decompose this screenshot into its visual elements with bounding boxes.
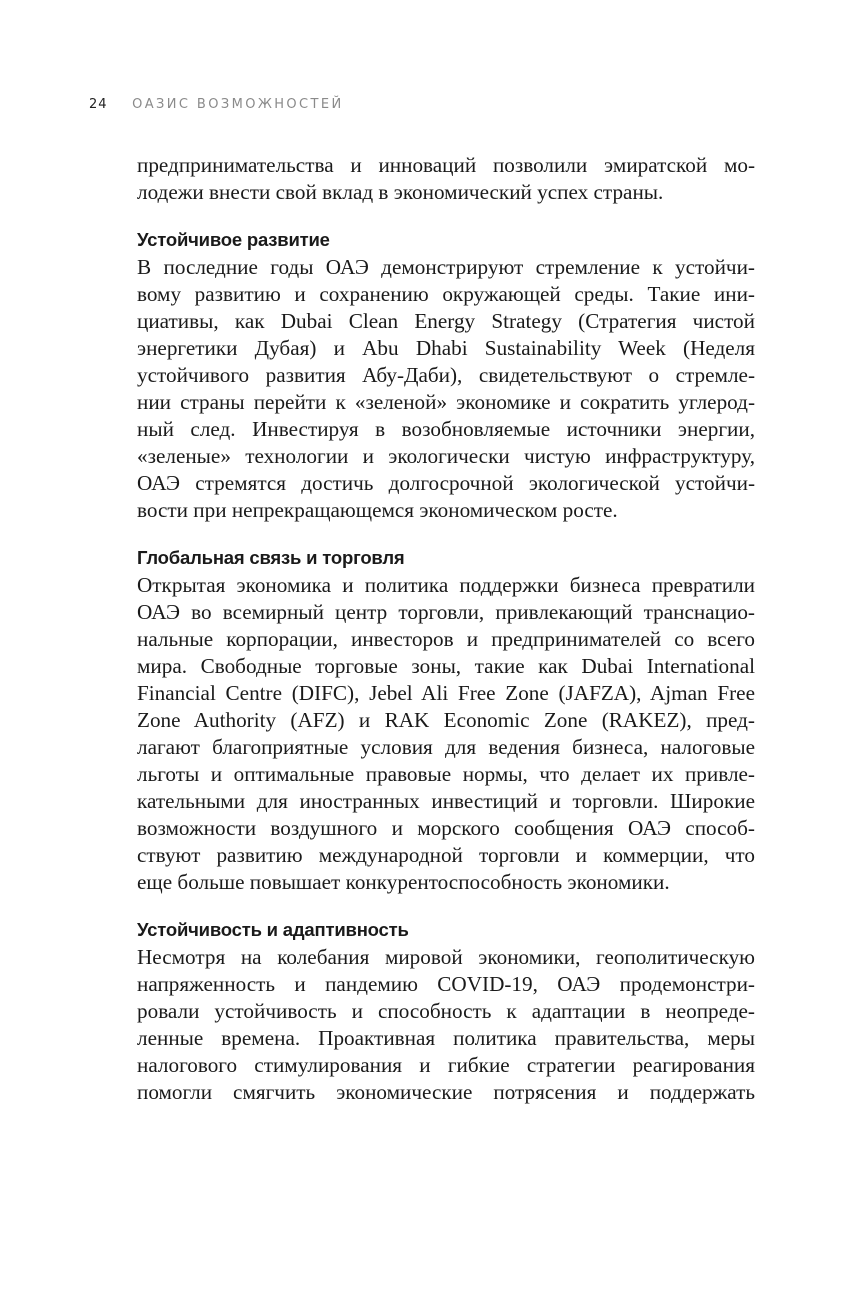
text-line: нальные корпорации, инвесторов и предпринимателей со всего <box>137 627 755 651</box>
text-line: энергетики Дубая) и Abu Dhabi Sustainability Week (Неделя <box>137 336 755 360</box>
page-body <box>137 152 755 1106</box>
book-title: ОАЗИС ВОЗМОЖНОСТЕЙ <box>132 97 344 112</box>
section-paragraph <box>137 254 755 524</box>
text-line: устойчивого развития Абу-Даби), свидетельствуют о стремле- <box>137 363 755 387</box>
section-heading: Устойчивое развитие <box>137 229 330 250</box>
text-line: еще больше повышает конкурентоспособность экономики. <box>137 870 670 894</box>
running-head <box>89 97 344 112</box>
text-line: ленные времена. Проактивная политика правительства, меры <box>137 1026 755 1050</box>
text-line: напряженность и пандемию COVID-19, ОАЭ продемонстри- <box>137 972 755 996</box>
text-line: вости при непрекращающемся экономическом росте. <box>137 498 618 522</box>
text-line: льготы и оптимальные правовые нормы, что делает их привле- <box>137 762 755 786</box>
section-heading: Устойчивость и адаптивность <box>137 919 409 940</box>
text-line: Открытая экономика и политика поддержки бизнеса превратили <box>137 573 755 597</box>
text-line: ОАЭ стремятся достичь долгосрочной экологической устойчи- <box>137 471 755 495</box>
section-paragraph <box>137 572 755 896</box>
text-line: предпринимательства и инноваций позволили эмиратской мо- <box>137 153 755 177</box>
text-line: лодежи внести свой вклад в экономический успех страны. <box>137 180 664 204</box>
text-line: Несмотря на колебания мировой экономики, геополитическую <box>137 945 755 969</box>
text-line: кательными для иностранных инвестиций и торговли. Широкие <box>137 789 755 813</box>
text-line: Zone Authority (AFZ) и RAK Economic Zone (RAKEZ), пред- <box>137 708 755 732</box>
text-line: В последние годы ОАЭ демонстрируют стремление к устойчи- <box>137 255 755 279</box>
text-line: «зеленые» технологии и экологически чистую инфраструктуру, <box>137 444 755 468</box>
section-global-trade <box>137 543 755 896</box>
text-line: вому развитию и сохранению окружающей среды. Такие ини- <box>137 282 755 306</box>
text-line: ствуют развитию международной торговли и коммерции, что <box>137 843 755 867</box>
text-line: помогли смягчить экономические потрясения и поддержать <box>137 1080 755 1104</box>
text-line: ный след. Инвестируя в возобновляемые источники энергии, <box>137 417 755 441</box>
intro-paragraph <box>137 152 755 206</box>
text-line: ОАЭ во всемирный центр торговли, привлекающий транснацио- <box>137 600 755 624</box>
section-sustainable-development <box>137 225 755 524</box>
text-line: возможности воздушного и морского сообщения ОАЭ способ- <box>137 816 755 840</box>
text-line: Financial Centre (DIFC), Jebel Ali Free Zone (JAFZA), Ajman Free <box>137 681 755 705</box>
text-line: мира. Свободные торговые зоны, такие как Dubai International <box>137 654 755 678</box>
text-line: налогового стимулирования и гибкие стратегии реагирования <box>137 1053 755 1077</box>
section-paragraph <box>137 944 755 1106</box>
section-resilience-adaptability <box>137 915 755 1106</box>
text-line: циативы, как Dubai Clean Energy Strategy (Стратегия чистой <box>137 309 755 333</box>
text-line: нии страны перейти к «зеленой» экономике и сократить углерод- <box>137 390 755 414</box>
text-line: ровали устойчивость и способность к адаптации в неопреде- <box>137 999 755 1023</box>
page-number: 24 <box>89 97 108 112</box>
text-line: лагают благоприятные условия для ведения бизнеса, налоговые <box>137 735 755 759</box>
section-heading: Глобальная связь и торговля <box>137 547 405 568</box>
